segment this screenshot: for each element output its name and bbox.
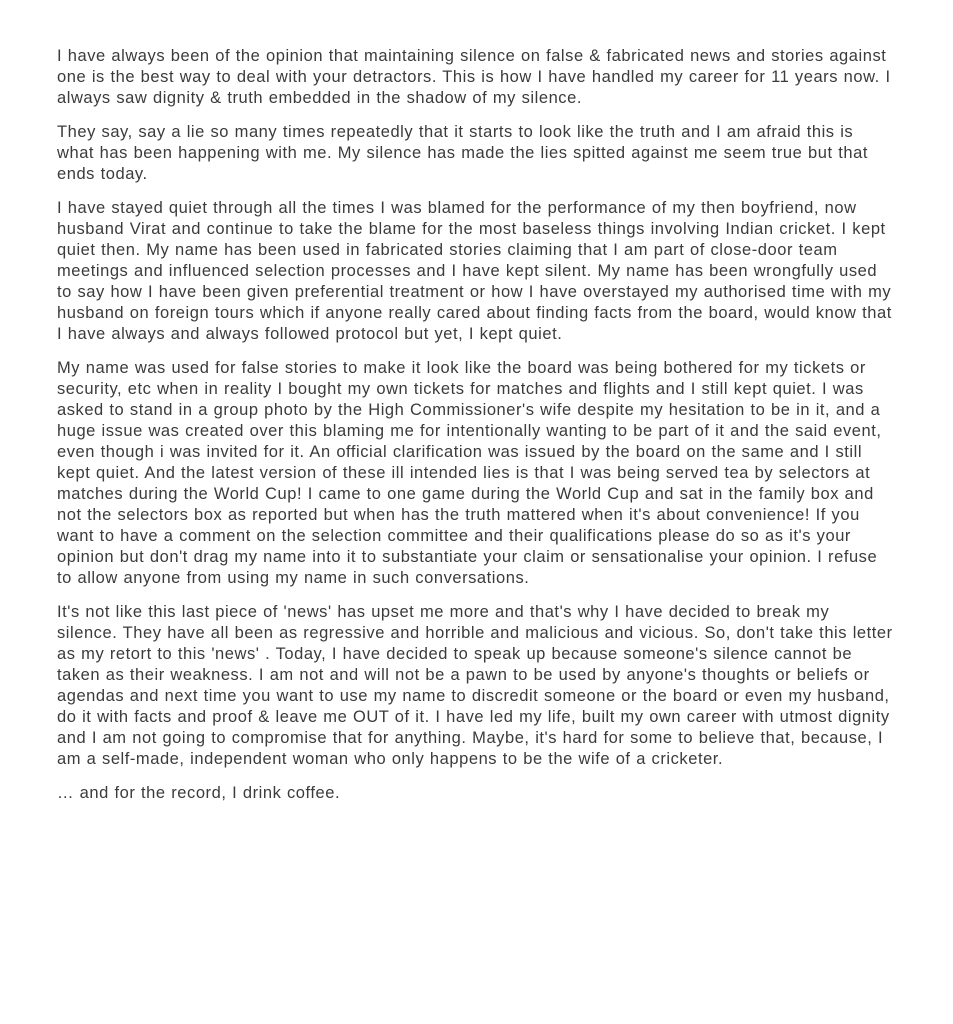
paragraph-lies-repeated: They say, say a lie so many times repeatedly that it starts to look like the truth and I am afraid this is what has been happening with me. My silence has made the lies spitted against me seem true but that ends today. [57, 123, 874, 183]
paragraph-stayed-quiet: I have stayed quiet through all the times I was blamed for the performance of my then boyfriend, now husband Virat and continue to take the blame for the most baseless things involving Indian cricket. I kept quiet then. My name has been used in fabricated stories claiming that I am part of close-door team meetings and influenced selection processes and I have kept silent. My name has been wrongfully used to say how I have been given preferential treatment or how I have overstayed my authorised time with my husband on foreign tours which if anyone really cared about finding facts from the board, would know that I have always and always followed protocol but yet, I kept quiet. [57, 199, 898, 343]
paragraph-opening: I have always been of the opinion that maintaining silence on false & fabricated news and stories against one is the best way to deal with your detractors. This is how I have handled my career for 11 years now. I always saw dignity & truth embedded in the shadow of my silence. [57, 47, 897, 107]
paragraph-false-stories: My name was used for false stories to make it look like the board was being bothered for my tickets or security, etc when in reality I bought my own tickets for matches and flights and I still kept quiet. I was asked to stand in a group photo by the High Commissioner's wife despite my hesitation to be in it, and a huge issue was created over this blaming me for intentionally wanting to be part of it and the said event, even though i was invited for it. An official clarification was issued by the board on the same and I still kept quiet. And the latest version of these ill intended lies is that I was being served tea by selectors at matches during the World Cup! I came to one game during the World Cup and sat in the family box and not the selectors box as reported but when has the truth mattered when it's about convenience! If you want to have a comment on the selection committee and their qualifications please do so as it's your opinion but don't drag my name into it to substantiate your claim or sensationalise your opinion. I refuse to allow anyone from using my name in such conversations. [57, 359, 888, 587]
statement-document [57, 46, 899, 804]
paragraph-breaking-silence: It's not like this last piece of 'news' has upset me more and that's why I have decided to break my silence. They have all been as regressive and horrible and malicious and vicious. So, don't take this letter as my retort to this 'news' . Today, I have decided to speak up because someone's silence cannot be taken as their weakness. I am not and will not be a pawn to be used by anyone's thoughts or beliefs or agendas and next time you want to use my name to discredit someone or the board or even my husband, do it with facts and proof & leave me OUT of it. I have led my life, built my own career with utmost dignity and I am not going to compromise that for anything. Maybe, it's hard for some to believe that, because, I am a self-made, independent woman who only happens to be the wife of a cricketer. [57, 603, 899, 768]
paragraph-closing-remark: … and for the record, I drink coffee. [57, 784, 341, 802]
